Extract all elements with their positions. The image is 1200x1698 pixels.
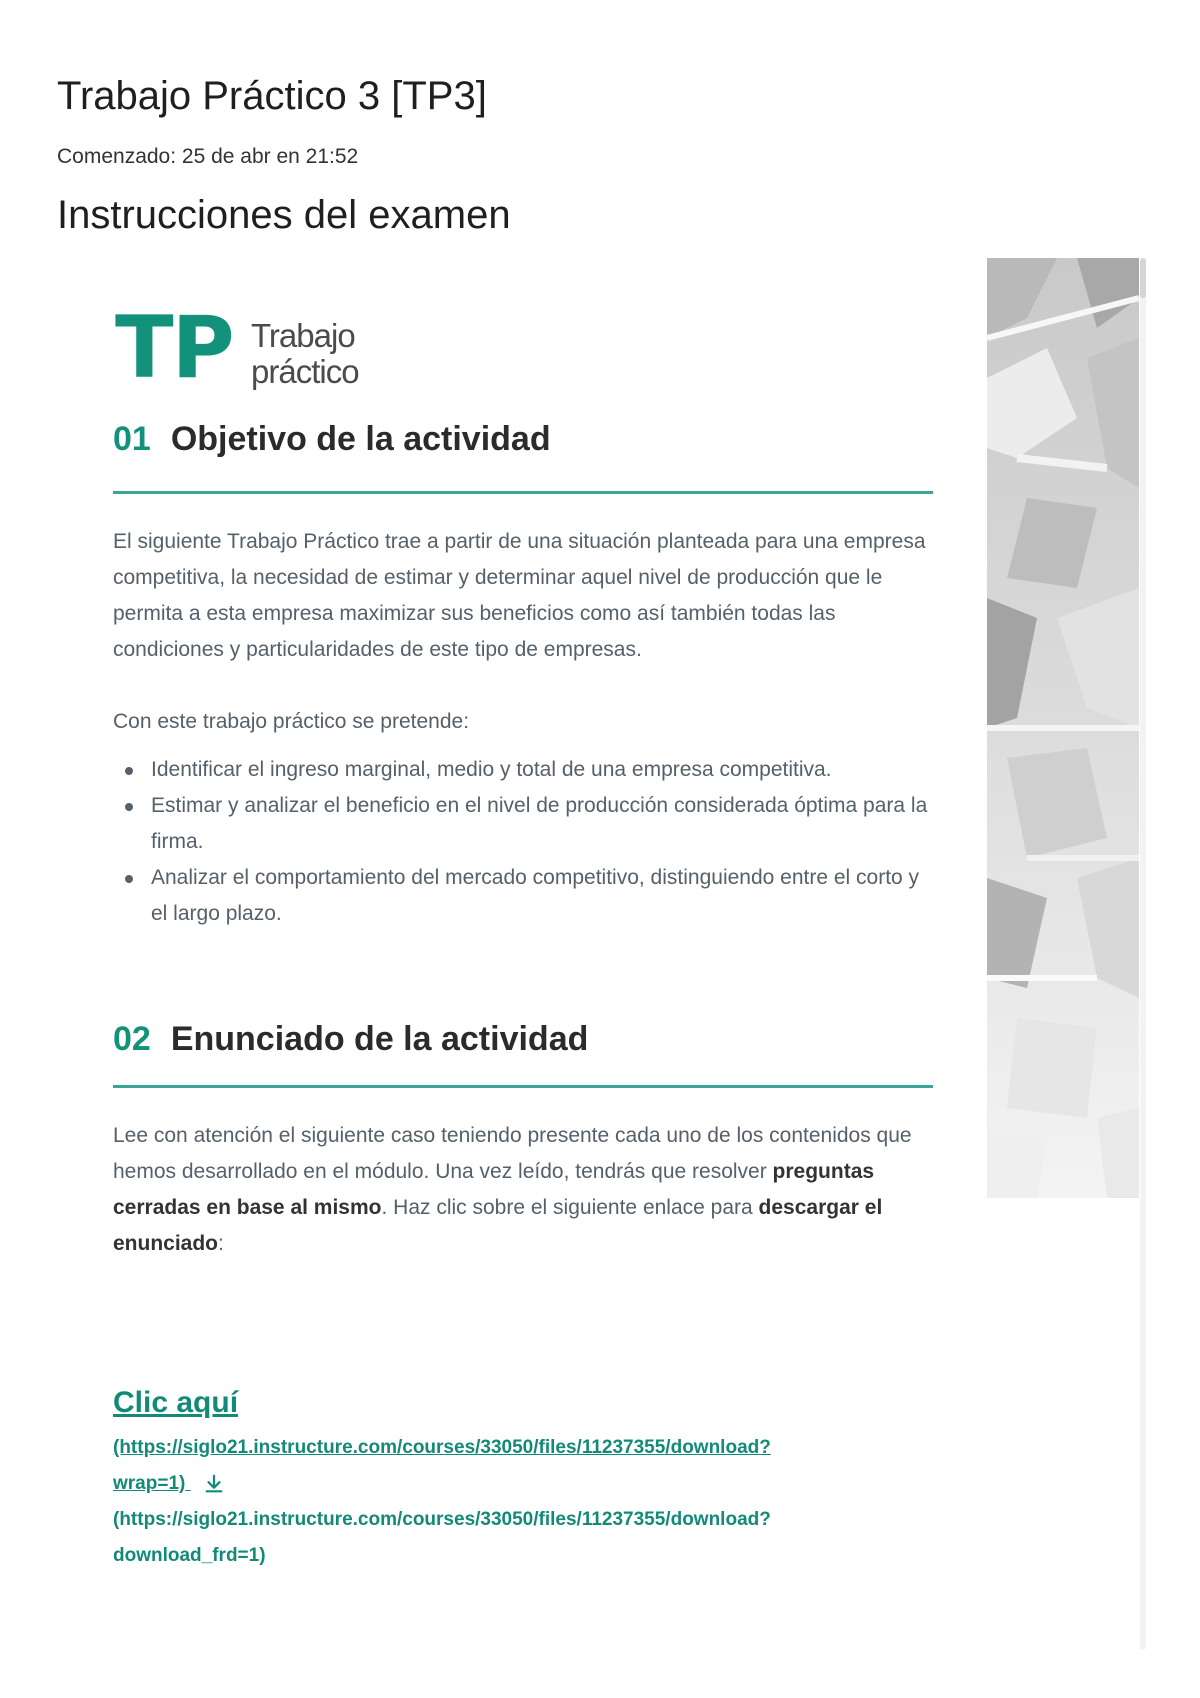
url-line[interactable]: (https://siglo21.instructure.com/courses/33050/files/11237355/download? bbox=[113, 1509, 771, 1530]
instructions-frame[interactable] bbox=[57, 258, 1147, 1650]
page-title: Trabajo Práctico 3 [TP3] bbox=[57, 74, 487, 118]
download-link-main[interactable]: Clic aquí bbox=[113, 1386, 239, 1419]
url-line[interactable]: (https://siglo21.instructure.com/courses/33050/files/11237355/download? bbox=[113, 1437, 771, 1458]
objective-list bbox=[113, 752, 933, 932]
scrollbar-thumb[interactable] bbox=[1140, 258, 1146, 298]
section-title-text: Objetivo de la actividad bbox=[170, 420, 551, 458]
objective-paragraph: El siguiente Trabajo Práctico trae a partir de una situación planteada para una empresa competitiva, la necesidad de estimar y determinar aquel nivel de producción que le permita a esta empresa maximizar sus beneficios como así también todas las condiciones y particularidades de este tipo de empresas. bbox=[113, 530, 926, 661]
tp-logo bbox=[115, 298, 415, 403]
download-link-url[interactable] bbox=[113, 1430, 873, 1502]
list-item: Identificar el ingreso marginal, medio y total de una empresa competitiva. bbox=[113, 752, 933, 788]
section-title-text: Enunciado de la actividad bbox=[170, 1020, 589, 1058]
decorative-side-image bbox=[987, 258, 1139, 1198]
section-divider bbox=[113, 1085, 933, 1088]
statement-text: Lee con atención el siguiente caso teniendo presente cada uno de los contenidos que hemos desarrollado en el módulo. Una vez leído, tendrás que resolver bbox=[113, 1124, 912, 1183]
logo-letters: TP bbox=[115, 298, 233, 398]
concrete-pattern-graphic bbox=[987, 258, 1139, 1198]
section-number: 01 bbox=[113, 420, 151, 458]
url-line[interactable]: download_frd=1) bbox=[113, 1545, 266, 1566]
section-heading-enunciado bbox=[113, 1020, 933, 1060]
url-line[interactable]: wrap=1) bbox=[113, 1473, 186, 1494]
statement-text: : bbox=[218, 1232, 224, 1255]
scrollbar-track[interactable] bbox=[1140, 258, 1146, 1650]
statement-text: . Haz clic sobre el siguiente enlace para bbox=[381, 1196, 759, 1219]
started-timestamp: Comenzado: 25 de abr en 21:52 bbox=[57, 145, 359, 168]
statement-bold: descargar el enunciado bbox=[113, 1196, 883, 1255]
list-item: Estimar y analizar el beneficio en el nivel de producción considerada óptima para la firma. bbox=[113, 788, 933, 860]
section-divider bbox=[113, 491, 933, 494]
list-item: Analizar el comportamiento del mercado competitivo, distinguiendo entre el corto y el largo plazo. bbox=[113, 860, 933, 932]
instructions-title: Instrucciones del examen bbox=[57, 193, 511, 237]
section-number: 02 bbox=[113, 1020, 151, 1058]
objective-intro: Con este trabajo práctico se pretende: bbox=[113, 710, 470, 733]
download-direct-url[interactable] bbox=[113, 1502, 873, 1574]
logo-word-trabajo: Trabajo bbox=[251, 317, 355, 354]
section-heading-objetivo bbox=[113, 420, 933, 460]
download-icon[interactable] bbox=[203, 1473, 225, 1495]
statement-paragraph bbox=[113, 1118, 933, 1262]
statement-bold: preguntas cerradas en base al mismo bbox=[113, 1160, 875, 1219]
logo-word-practico: práctico bbox=[251, 353, 359, 390]
